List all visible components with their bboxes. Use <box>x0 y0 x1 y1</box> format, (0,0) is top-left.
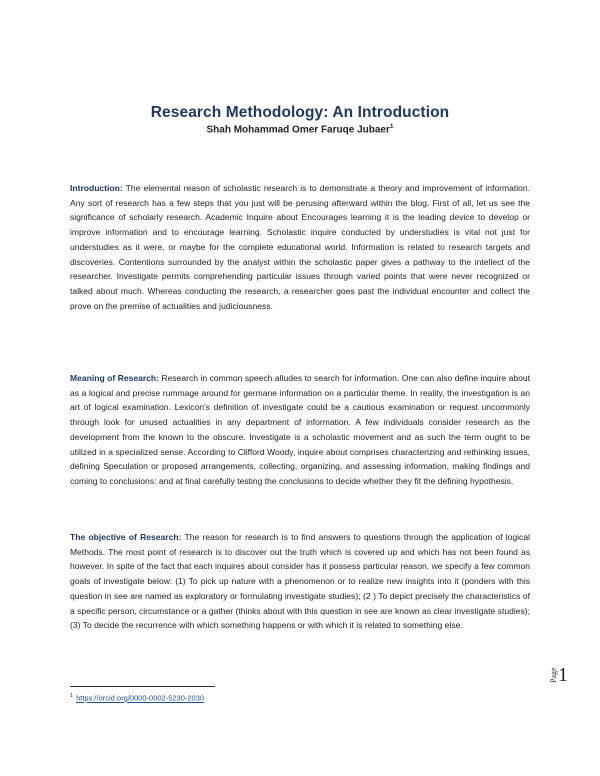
page-label: Page <box>549 667 558 683</box>
objective-of-research-paragraph <box>70 530 530 633</box>
author-line <box>0 123 600 135</box>
introduction-paragraph <box>70 181 530 313</box>
author-footnote-marker: 1 <box>389 123 394 130</box>
meaning-of-research-heading: Meaning of Research: <box>70 373 159 383</box>
objective-of-research-text: The reason for research is to find answers to questions through the application of logical Methods. The most point of research is to discover out the truth which is covered up and which has not been found as however. In spite of the fact that each inquires about consider has it possess particular reason, we specify a few common goals of investigate below: (1) To pick up nature with a phenomenon or to realize new insights into it (ponders with this question in see are named as exploratory or formulating investigate studies); (2 ) To depict precisely the characteristics of a specific person, circumstance or a gather (thinks about with this question in see are known as clear investigate studies); (3) To decide the recurrence with which something happens or with which it is related to something else. <box>70 532 530 631</box>
introduction-heading: Introduction: <box>70 183 123 193</box>
paper-title: Research Methodology: An Introduction <box>150 104 450 121</box>
introduction-text: The elemental reason of scholastic research is to demonstrate a theory and improvement of information. Any sort of research has a few steps that you just will be perusing afterward within the blog. First of all, let us see the significance of scholarly research. Academic Inquire about Encourages learning it is the leading device to develop or improve information and to encourage learning. Scholastic inquire conducted by understudies is vital not just for understudies as it were, or maybe for the complete educational world. Information is related to research targets and discoveries. Contentions surrounded by the analyst within the scholastic paper gives a pathway to the intellect of the researcher. Investigate permits comprehending particular issues through varied points that were never recognized or talked about much. Whereas conducting the research, a researcher goes past the individual encounter and collect the prove on the premise of actualities and judiciousness. <box>70 183 530 311</box>
author-name: Shah Mohammad Omer Faruqe Jubaer <box>206 124 390 136</box>
meaning-of-research-text: Research in common speech alludes to search for information. One can also define inquire about as a logical and precise rummage around for germane information on a particular theme. In reality, the investigation is an art of logical examination. Lexicon's definition of investigate could be a cautious examination or request uncommonly through look for unused actualities in any department of information. A few individuals consider research as the development from the known to the obscure. Investigate is a scholastic movement and as such the term ought to be utilized in a specialized sense. According to Clifford Woody, inquire about comprises characterizing and rethinking issues, defining Speculation or proposed arrangements, collecting, organizing, and assessing information, making findings and coming to conclusions: and at final carefully testing the conclusions to decide whether they fit the defining hypothesis. <box>70 373 531 486</box>
meaning-of-research-paragraph <box>70 371 530 489</box>
orcid-link[interactable]: https://orcid.org/0000-0002-5230-2030 <box>76 693 205 703</box>
page-number: 1 <box>558 664 568 686</box>
footnote-marker: 1 <box>70 693 74 699</box>
objective-of-research-heading: The objective of Research: <box>70 532 182 542</box>
footnote-divider <box>70 686 215 687</box>
footnote <box>70 693 204 703</box>
